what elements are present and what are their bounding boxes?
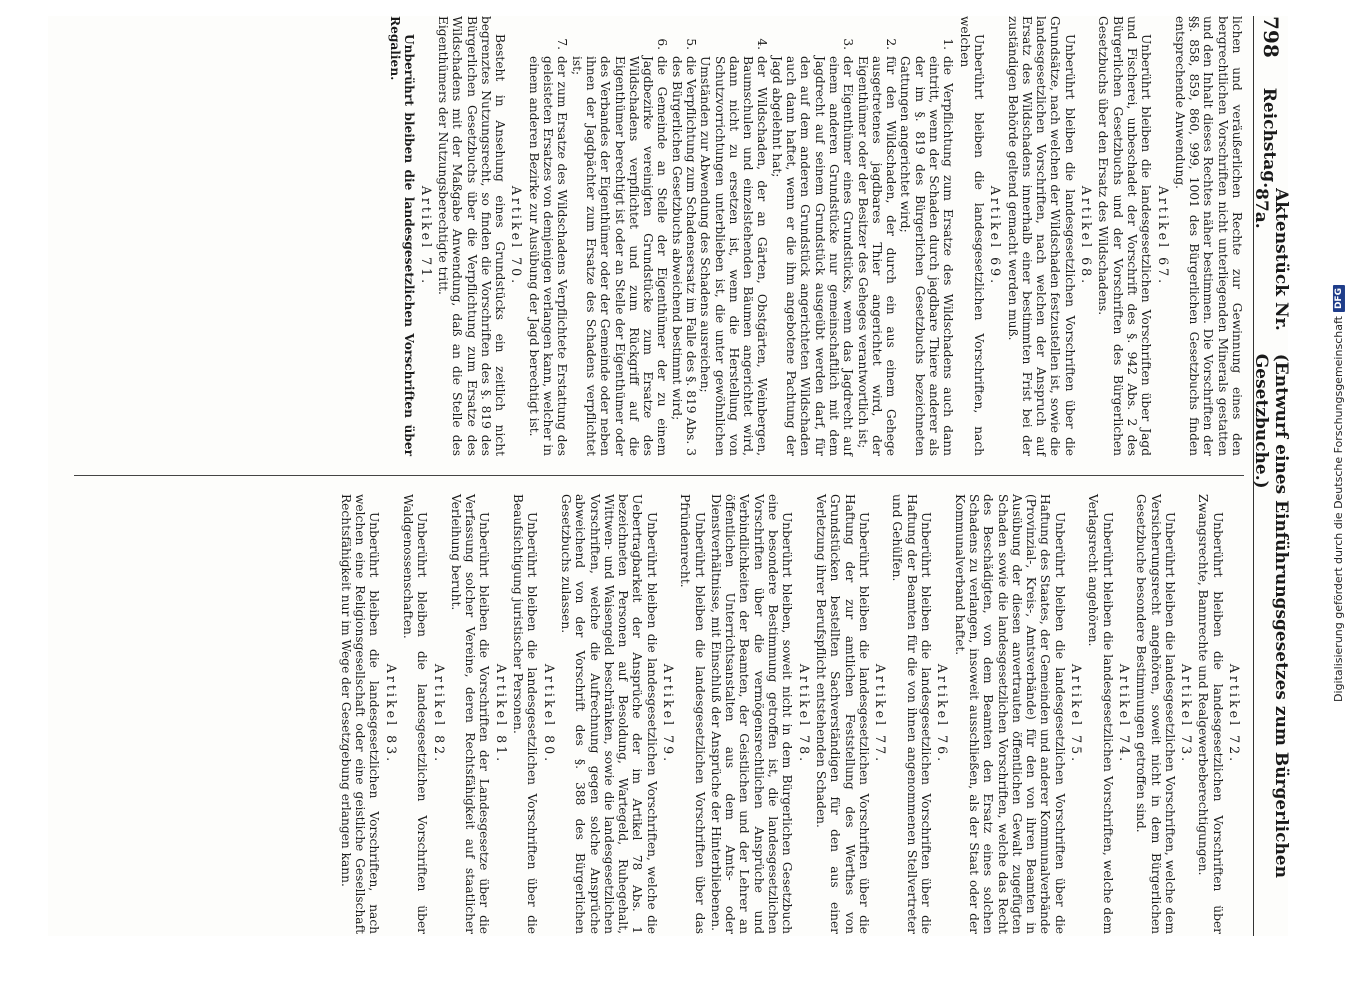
paragraph-artikel-81: Unberührt bleiben die Vorschriften der Landesgesetze über die Verfassung solcher Vereine, deren Rechtsfähigkeit auf staatlicher Verleihung beruht.: [448, 494, 492, 934]
heading-artikel-81: Artikel 81.: [493, 663, 509, 765]
paragraph-artikel-71: Unberührt bleiben die landesgesetzlichen Vorschriften über Regalien.: [388, 16, 417, 456]
paragraph-artikel-75: Unberührt bleiben die landesgesetzlichen Vorschriften über die Haftung des Staates, der Gemeinden und anderer Kommunalverbände (Provinzial-, Kreis-, Amtsverbände) für den von ihren Beamten in Ausübung der diesen anvertrauten öffentlichen Gewalt zugefügten Schaden sowie die landesgesetzlichen Vorschriften, welche das Recht des Beschädigten, von dem Beamten den Ersatz eines solchen Schadens zu verlangen, insoweit ausschließen, als der Staat oder der Kommunalverband haftet.: [952, 494, 1067, 934]
list-item: [855, 16, 898, 456]
credit-text: Digitalisierung gefördert durch die Deutsche Forschungsgemeinschaft: [1331, 315, 1345, 702]
right-column: [64, 494, 1244, 934]
paragraph-artikel-79: Unberührt bleiben die landesgesetzlichen Vorschriften, welche die Uebertragbarkeit der Ansprüche der im Artikel 78 Abs. 1 bezeichneten Personen auf Besoldung, Wartegeld, Ruhegehalt, Wittwen- und Waisengeld beschränken, sowie die landesgesetzlichen Vorschriften, welche die Aufrechnung gegen solche Ansprüche abweichend von der Vorschrift des §. 388 des Bürgerlichen Gesetzbuchs zulassen.: [558, 494, 659, 934]
left-column: [64, 16, 1244, 456]
paragraph-artikel-78-b: Unberührt bleiben die landesgesetzlichen Vorschriften über das Pfründenrecht.: [678, 494, 707, 934]
page-header: [1251, 16, 1291, 936]
page-number: 798: [1259, 16, 1283, 58]
paragraph-artikel-68: Unberührt bleiben die landesgesetzlichen Vorschriften über die Grundsätze, nach welchen der Wildschaden festzustellen ist, sowie die landesgesetzlichen Vorschriften, nach welchen der Anspruch auf Ersatz des Wildschadens innerhalb einer bestimmten Frist bei der zuständigen Behörde geltend gemacht werden muß.: [1005, 16, 1077, 456]
list-item: [669, 16, 698, 456]
list-item-text: der Eigenthümer eines Grundstücks, wenn das Jagdrecht auf einem anderen Grundstücke nur gemeinschaftlich mit dem Jagdrecht auf seinem Grundstück ausgeübt werden darf, für den auf dem anderen Grundstück angerichteten Wildschaden auch dann haftet, wenn er die ihm angebotene Pachtung der Jagd abgelehnt hat;: [769, 56, 856, 456]
dfg-logo: DFG: [1332, 285, 1344, 312]
list-item: [698, 16, 769, 456]
paragraph-artikel-83: Unberührt bleiben die landesgesetzlichen Vorschriften, nach welchen eine Religionsgesellschaft oder eine geistliche Gesellschaft Rechtsfähigkeit nur im Wege der Gesetzgebung erlangen kann.: [338, 494, 382, 934]
list-item: [898, 16, 955, 456]
list-item-text: für den Wildschaden, der durch ein aus einem Gehege ausgetretenes jagdbares Thier angerichtet wird, der Eigenthümer oder der Besitzer des Geheges verantwortlich ist;: [855, 56, 899, 456]
heading-artikel-76: Artikel 76.: [935, 663, 951, 765]
heading-artikel-73: Artikel 73.: [1179, 663, 1195, 765]
list-item-text: die Verpflichtung zum Ersatze des Wildschadens auch dann eintritt, wenn der Schaden durch jagdbare Thiere anderer als der im §. 819 des Bürgerlichen Gesetzbuchs bezeichneten Gattungen angerichtet wird;: [898, 56, 956, 456]
heading-artikel-79: Artikel 79.: [661, 663, 677, 765]
list-item-text: die Gemeinde an Stelle der Eigenthümer der zu einem Jagdbezirke vereinigten Grundstücke zum Ersatze des Wildschadens verpflichtet und zum Rückgriff auf die Eigenthümer berechtigt ist oder an Stelle der Eigenthümer oder des Verbandes der Eigenthümer oder der Gemeinde oder neben ihnen der Jagdpächter zum Ersatze des Schadens verpflichtet ist;: [569, 56, 670, 456]
paragraph-artikel-72: Unberührt bleiben die landesgesetzlichen Vorschriften über Zwangsrechte, Bannrechte und Realgewerbeberechtigungen.: [1196, 494, 1225, 934]
heading-artikel-67: Artikel 67.: [1155, 185, 1171, 287]
paragraph-intro: lichen und veräußerlichen Rechte zur Gewinnung eines den bergrechtlichen Vorschriften nicht unterliegenden Minerals gestatten und den Inhalt dieses Rechtes näher bestimmen. Die Vorschriften der §§. 858, 859, 860, 999, 1001 des Bürgerlichen Gesetzbuchs finden entsprechende Anwendung.: [1172, 16, 1244, 456]
list-item: [526, 16, 569, 456]
paragraph-artikel-67: Unberührt bleiben die landesgesetzlichen Vorschriften über Jagd und Fischerei, unbeschadet der Vorschrift des §. 942 Abs. 2 des Bürgerlichen Gesetzbuchs und der Vorschriften des Bürgerlichen Gesetzbuchs über den Ersatz des Wildschadens.: [1096, 16, 1154, 456]
list-item: [569, 16, 669, 456]
digitization-credit: [1327, 8, 1349, 978]
heading-artikel-82: Artikel 82.: [431, 663, 447, 765]
list-item-number: 5.: [684, 38, 699, 50]
paragraph-artikel-69: Unberührt bleiben die landesgesetzlichen Vorschriften, nach welchen: [957, 16, 986, 456]
heading-artikel-75: Artikel 75.: [1069, 663, 1085, 765]
list-item-number: 4.: [755, 38, 770, 50]
paragraph-artikel-73: Unberührt bleiben die landesgesetzlichen Vorschriften, welche dem Versicherungsrecht angehören, soweit nicht in dem Bürgerlichen Gesetzbuche besondere Bestimmungen getroffen sind.: [1134, 494, 1177, 934]
header-right: (Entwurf eines Einführungsgesetzes zum Bürgerlichen Gesetzbuche.): [1251, 353, 1291, 878]
list-item-number: 7.: [555, 38, 570, 50]
heading-artikel-72: Artikel 72.: [1227, 663, 1242, 765]
heading-artikel-83: Artikel 83.: [383, 663, 399, 765]
heading-artikel-70: Artikel 70.: [509, 185, 525, 287]
heading-artikel-71: Artikel 71.: [418, 185, 434, 287]
list-item-number: 3.: [841, 38, 856, 50]
heading-artikel-78: Artikel 78.: [796, 663, 812, 765]
list-item-number: 1.: [941, 38, 956, 50]
paragraph-artikel-80: Unberührt bleiben die landesgesetzlichen Vorschriften über die Beaufsichtigung juristischer Personen.: [511, 494, 540, 934]
paragraph-artikel-70: Besteht in Ansehung eines Grundstücks ein zeitlich nicht begrenztes Nutzungsrecht, so finden die Vorschriften des §. 819 des Bürgerlichen Gesetzbuchs über die Verpflichtung zum Ersatze des Wildschadens mit der Maßgabe Anwendung, daß an die Stelle des Eigenthümers der Nutzungsberechtigte tritt.: [435, 16, 508, 456]
paragraph-artikel-78: Unberührt bleiben, soweit nicht in dem Bürgerlichen Gesetzbuch eine besondere Bestimmung getroffen ist, die landesgesetzlichen Vorschriften über die vermögensrechtlichen Ansprüche und Verbindlichkeiten der Beamten, der Geistlichen und der Lehrer an öffentlichen Unterrichtsanstalten aus dem Amts- oder Dienstverhältnisse, mit Einschluß der Ansprüche der Hinterbliebenen.: [708, 494, 795, 934]
list-item-number: 2.: [884, 38, 899, 50]
heading-artikel-69: Artikel 69.: [988, 185, 1004, 287]
paragraph-artikel-82: Unberührt bleiben die landesgesetzlichen Vorschriften über Waldgenossenschaften.: [400, 494, 430, 934]
document-page: [48, 16, 1291, 936]
heading-artikel-68: Artikel 68.: [1079, 185, 1095, 287]
header-left: Reichstag.: [1259, 87, 1279, 189]
column-divider: [74, 475, 1244, 476]
list-item-text: der Wildschaden, der an Gärten, Obstgärten, Weinbergen, Baumschulen und einzelstehenden Bäumen angerichtet wird, dann nicht zu ersetzen ist, wenn die Herstellung von Schutzvorrichtungen unterblieben ist, die unter gewöhnlichen Umständen zur Abwendung des Schadens ausreichen;: [698, 56, 770, 456]
heading-artikel-77: Artikel 77.: [873, 663, 889, 765]
paragraph-artikel-77: Unberührt bleiben die landesgesetzlichen Vorschriften über die Haftung der zur amtlichen Feststellung des Werthes von Grundstücken bestellten Sachverständigen für den aus einer Verletzung ihrer Berufspflicht entstehenden Schaden.: [813, 494, 871, 934]
header-center: Aktenstück Nr. 87a.: [1251, 188, 1291, 331]
paragraph-artikel-74: Unberührt bleiben die landesgesetzlichen Vorschriften, welche dem Verlagsrecht angehören.: [1086, 494, 1115, 934]
heading-artikel-80: Artikel 80.: [541, 663, 557, 765]
paragraph-artikel-76: Unberührt bleiben die landesgesetzlichen Vorschriften über die Haftung der Beamten für die von ihnen angenommenen Stellvertreter und Gehülfen.: [890, 494, 934, 934]
list-item: [770, 16, 856, 456]
list-item-text: der zum Ersatze des Wildschadens Verpflichtete Erstattung des geleisteten Ersatzes von demjenigen verlangen kann, welcher in einem anderen Bezirke zur Ausübung der Jagd berechtigt ist.: [526, 56, 570, 456]
heading-artikel-74: Artikel 74.: [1116, 663, 1132, 765]
list-item-text: die Verpflichtung zum Schadensersatz im Falle des §. 819 Abs. 3 des Bürgerlichen Gesetzbuchs abweichend bestimmt wird;: [669, 56, 699, 456]
list-item-number: 6.: [655, 38, 670, 50]
